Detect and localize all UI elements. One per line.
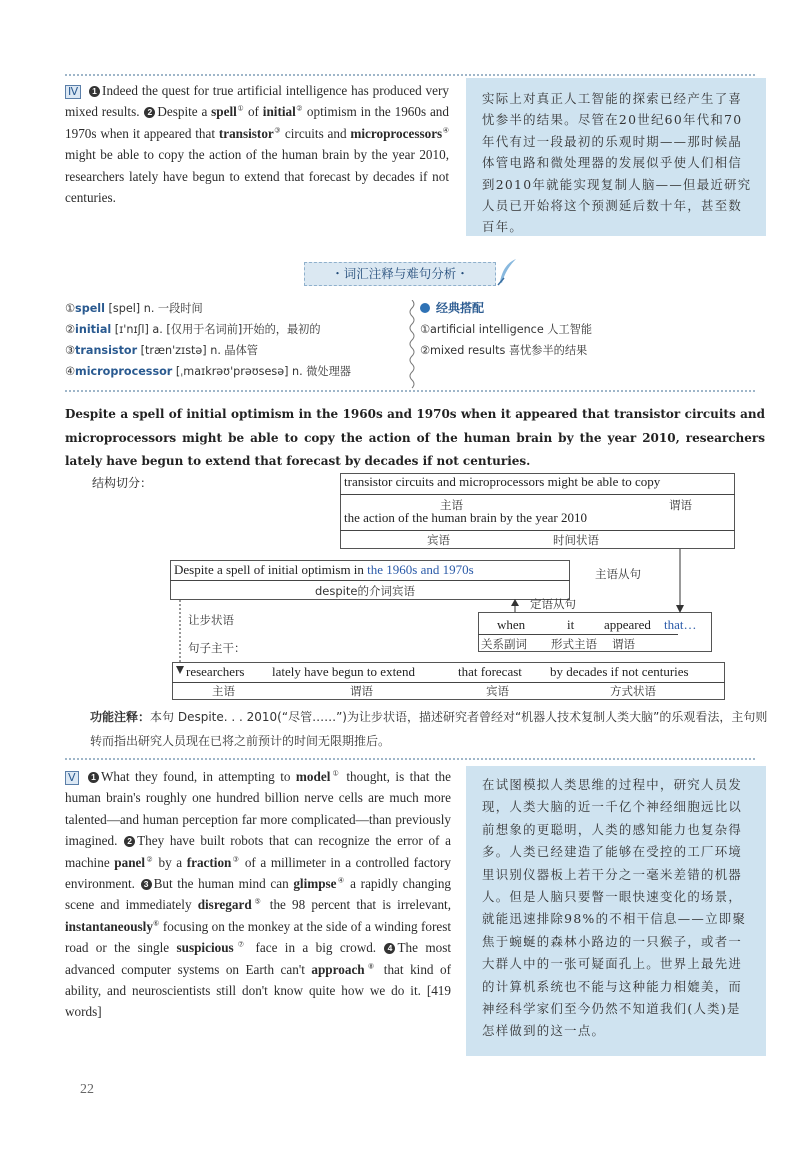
label-main-subject: 主语 <box>212 684 235 698</box>
vocab-section-title <box>304 262 496 286</box>
appeared-word: appeared <box>604 617 651 632</box>
vocab-item: ③transistor [træn'zɪstə] n. 晶体管 <box>65 344 258 357</box>
vocab-item: ①spell [spel] n. 一段时间 <box>65 302 203 315</box>
vocab-item: ②initial [ɪ'nɪʃl] a. [仅用于名词前]开始的，最初的 <box>65 323 321 336</box>
label-main-predicate: 谓语 <box>350 684 373 698</box>
vocab-item: ④microprocessor [ˌmaɪkrəʊ'prəʊsesə] n. 微处理器 <box>65 365 351 378</box>
paragraph-5-translation-text: 在试图模拟人类思维的过程中，研究人员发现，人类大脑的近一千亿个神经细胞远比以前想象的更聪明，人类的感知能力也复杂得多。人类已经建造了能够在受控的工厂环境里识别仪器板上若干分之一毫米差错的机器人。但是人脑只要瞥一眼快速变化的场景，就能迅速排除98%的不相干信息——立即聚焦于蜿蜒的森林小路边的一只猴子，或者一大群人中的一张可疑面孔上。世界上最先进的计算机系统也不能与这种能力相媲美，而神经科学家们至今仍然不知道我们(人类)是怎样做到的这一点。 <box>482 777 747 1039</box>
it-word: it <box>567 617 575 632</box>
para-marker: Ⅴ <box>65 771 79 785</box>
label-formal-subject: 形式主语 <box>551 637 597 651</box>
label-main-manner: 方式状语 <box>610 684 656 698</box>
para-marker: Ⅳ <box>65 85 81 99</box>
main-object: that forecast <box>458 664 522 679</box>
paragraph-5-translation <box>466 766 766 1056</box>
label-subject-clause: 主语从句 <box>595 567 641 581</box>
paragraph-4-english: Ⅳ 1 Indeed the quest for true artificial intelligence has produced very mixed results. 2 Despite a spell① of initial② optimism in the 1960s and 1970s when it appeared that transistor③ circuits and microprocessors④ might be able to copy the action of the human brain by the year 2010, researchers lately have begun to extend that forecast by decades if not centuries. <box>65 83 449 206</box>
label-subject: 主语 <box>440 498 463 512</box>
label-attributive-clause: 定语从句 <box>530 597 576 611</box>
function-note-text: 本句 Despite. . . 2010(“尽管……”)为让步状语，描述研究者曾经对“机器人技术复制人类大脑”的乐观看法，主句则转而指出研究人员现在已将之前预计的时间无限期推后。 <box>90 710 768 748</box>
paragraph-4-translation-text: 实际上对真正人工智能的探索已经产生了喜忧参半的结果。尽管在20世纪60年代和70年代有过一段最初的乐观时期——那时候晶体管电路和微处理器的发展似乎使人们相信到2010年就能实现复制人脑——但最近研究人员已开始将这个预测延后数十年，甚至数百年。 <box>482 91 752 235</box>
bullet-dot-icon <box>420 303 430 313</box>
when-word: when <box>497 617 526 632</box>
collocation-item: ②mixed results 喜忧参半的结果 <box>420 344 588 357</box>
vocab-title-text: ・词汇注释与难句分析・ <box>331 266 469 281</box>
label-object: 宾语 <box>427 533 450 547</box>
label-main-object: 宾语 <box>486 684 509 698</box>
label-concession: 让步状语 <box>188 613 234 627</box>
label-main-clause: 句子主干： <box>188 641 246 655</box>
function-note <box>90 705 770 753</box>
mid-dotted-rule <box>65 758 755 760</box>
paragraph-4-translation <box>466 78 766 236</box>
main-subject: researchers <box>186 664 245 679</box>
label-time-adverbial: 时间状语 <box>553 533 599 547</box>
page-number: 22 <box>80 1082 94 1097</box>
paragraph-5-english: Ⅴ 1 What they found, in attempting to model① thought, is that the human brain's roughly one hundred billion nerve cells are much more talented—and human perception far more complicated—than previously imagined. 2 They have built robots that can recognize the error of a machine panel② by a fraction③ of a millimeter in a controlled factory environment. 3 But the human mind can glimpse④ a rapidly changing scene and immediately disregard⑤ the 98 percent that is irrelevant, instantaneously⑥ focusing on the monkey at the side of a winding forest road or the single suspicious⑦ face in a big crowd. 4 The most advanced computer systems on Earth can't approach⑧ that kind of ability, and neuroscientists still don't know quite how we do it. [419 words] <box>65 769 452 1020</box>
section-dotted-rule <box>65 390 755 392</box>
label-predicate: 谓语 <box>669 498 692 512</box>
zigzag-divider <box>407 300 417 390</box>
top-dotted-rule <box>65 74 755 76</box>
collocation-item: ①artificial intelligence 人工智能 <box>420 323 593 336</box>
main-predicate: lately have begun to extend <box>272 664 415 679</box>
clause-line-1: transistor circuits and microprocessors might be able to copy <box>344 474 661 489</box>
label-relative-adverb: 关系副词 <box>481 637 527 651</box>
clause-line-2: the action of the human brain by the year 2010 <box>344 510 587 525</box>
function-note-label: 功能注释： <box>90 710 151 724</box>
vocab-list <box>65 298 351 382</box>
that-word: that… <box>664 617 697 632</box>
despite-phrase: Despite a spell of initial optimism in the 1960s and 1970s <box>174 562 474 577</box>
structure-label: 结构切分： <box>92 476 153 490</box>
label-predicate-2: 谓语 <box>612 637 635 651</box>
label-prep-object: despite的介词宾语 <box>315 584 415 598</box>
classic-heading: 经典搭配 <box>420 298 592 319</box>
feather-pen-icon <box>496 258 520 286</box>
main-manner: by decades if not centuries <box>550 664 689 679</box>
difficult-sentence: Despite a spell of initial optimism in the 1960s and 1970s when it appeared that transistor circuits and microprocessors might be able to copy the action of the human brain by the year 2010, researchers lately have begun to extend that forecast by decades if not centuries. <box>65 407 765 468</box>
classic-collocations <box>420 298 592 361</box>
